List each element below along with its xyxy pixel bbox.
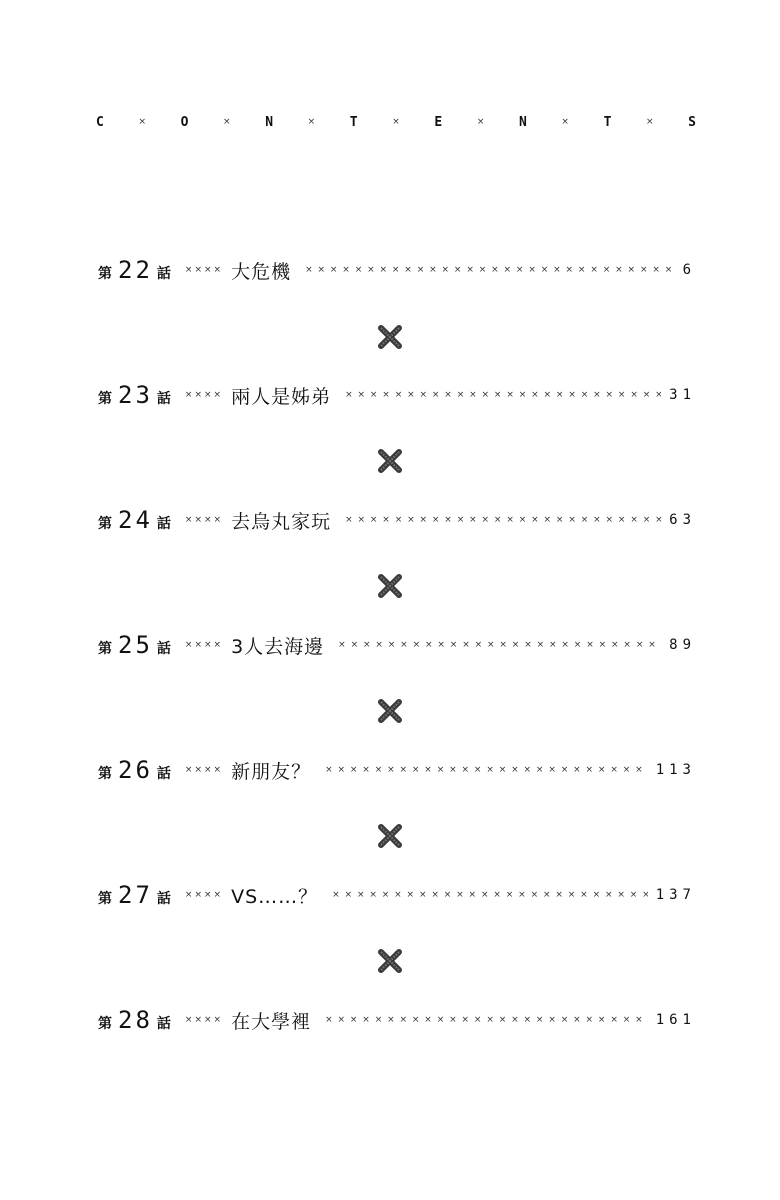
chapter-label xyxy=(98,880,171,909)
chapter-suffix: 話 xyxy=(156,640,171,657)
dot-leader xyxy=(345,388,661,402)
chapter-title: 去烏丸家玩 xyxy=(231,510,332,533)
heading-letter: C xyxy=(96,114,104,130)
x-mark-icon xyxy=(376,697,404,725)
toc-entry-26[interactable] xyxy=(98,755,696,785)
chapter-prefix: 第 xyxy=(98,765,112,782)
heading-separator: × xyxy=(646,117,654,127)
leader-marks: ×××× xyxy=(184,640,224,650)
dot-leader xyxy=(338,638,661,652)
leader-marks: ×××× xyxy=(184,890,224,900)
heading-letter: T xyxy=(603,114,612,130)
dot-leader xyxy=(305,263,674,277)
chapter-label xyxy=(98,505,171,534)
heading-separator: × xyxy=(138,117,146,127)
dot-leader xyxy=(332,888,648,902)
leader-marks: ×××× xyxy=(184,1015,224,1025)
leader-marks: ×××× xyxy=(184,265,224,275)
chapter-label xyxy=(98,255,171,284)
chapter-number: 23 xyxy=(118,380,153,409)
chapter-title: 大危機 xyxy=(231,260,292,283)
dot-leader xyxy=(325,1013,648,1027)
toc-entry-27[interactable] xyxy=(98,880,696,910)
heading-letter: N xyxy=(265,114,274,130)
chapter-number: 28 xyxy=(118,1005,153,1034)
chapter-prefix: 第 xyxy=(98,265,112,282)
chapter-title: 在大學裡 xyxy=(231,1010,312,1033)
chapter-suffix: 話 xyxy=(156,265,171,282)
heading-separator: × xyxy=(561,117,569,127)
heading-letter: N xyxy=(518,114,527,130)
x-mark-icon xyxy=(376,822,404,850)
heading-separator: × xyxy=(392,117,400,127)
contents-heading xyxy=(96,112,696,132)
chapter-prefix: 第 xyxy=(98,890,112,907)
x-mark-icon xyxy=(376,323,404,351)
chapter-suffix: 話 xyxy=(156,1015,171,1032)
page-number: 113 xyxy=(655,762,696,778)
heading-separator: × xyxy=(476,117,485,127)
chapter-title: 兩人是姊弟 xyxy=(231,385,332,408)
chapter-label xyxy=(98,755,171,784)
page-number: 137 xyxy=(655,887,696,903)
toc-entry-28[interactable] xyxy=(98,1005,696,1035)
chapter-label xyxy=(98,1005,171,1034)
chapter-title: 新朋友？ xyxy=(231,760,312,783)
heading-letter: E xyxy=(434,114,443,130)
chapter-title: 3人去海邊 xyxy=(231,635,325,658)
chapter-suffix: 話 xyxy=(156,515,171,532)
chapter-number: 27 xyxy=(118,880,153,909)
chapter-suffix: 話 xyxy=(156,765,171,782)
x-mark-icon xyxy=(376,947,404,975)
chapter-number: 26 xyxy=(118,755,153,784)
chapter-label xyxy=(98,380,171,409)
heading-separator: × xyxy=(307,117,316,127)
toc-entry-23[interactable] xyxy=(98,380,696,410)
leader-marks: ×××× xyxy=(184,765,224,775)
x-mark-icon xyxy=(376,572,404,600)
chapter-number: 24 xyxy=(118,505,153,534)
chapter-prefix: 第 xyxy=(98,640,112,657)
chapter-suffix: 話 xyxy=(156,390,171,407)
heading-letter: O xyxy=(180,114,189,130)
page-number: 161 xyxy=(655,1012,696,1028)
dot-leader xyxy=(345,513,661,527)
leader-marks: ×××× xyxy=(184,515,224,525)
chapter-title: VS……？ xyxy=(231,885,319,908)
toc-entry-22[interactable] xyxy=(98,255,696,285)
toc-entry-24[interactable] xyxy=(98,505,696,535)
chapter-suffix: 話 xyxy=(156,890,171,907)
chapter-prefix: 第 xyxy=(98,515,112,532)
chapter-label xyxy=(98,630,171,659)
dot-leader xyxy=(325,763,648,777)
x-mark-icon xyxy=(376,447,404,475)
chapter-prefix: 第 xyxy=(98,1015,112,1032)
chapter-prefix: 第 xyxy=(98,390,112,407)
heading-letter: T xyxy=(349,114,358,130)
page-number: 63 xyxy=(669,512,696,528)
page-number: 31 xyxy=(669,387,696,403)
chapter-number: 25 xyxy=(118,630,153,659)
chapter-number: 22 xyxy=(118,255,153,284)
heading-letter: S xyxy=(688,114,696,130)
heading-separator: × xyxy=(223,117,231,127)
leader-marks: ×××× xyxy=(184,390,224,400)
page-number: 89 xyxy=(669,637,696,653)
toc-entry-25[interactable] xyxy=(98,630,696,660)
page-number: 6 xyxy=(682,262,696,278)
